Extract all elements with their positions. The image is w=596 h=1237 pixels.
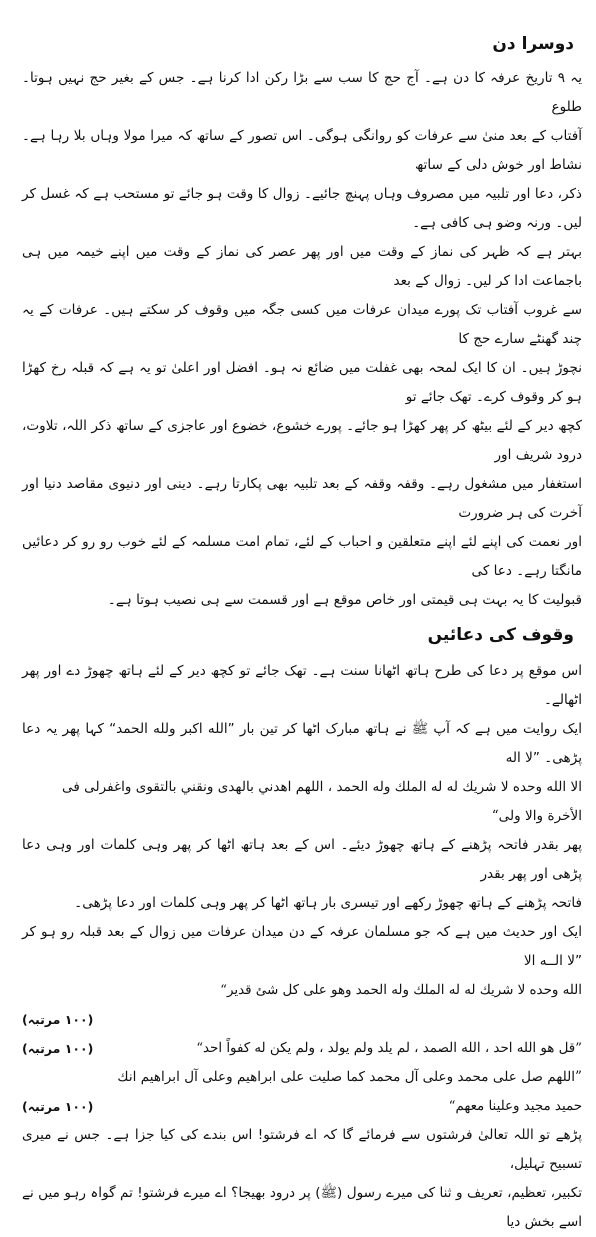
- text-line: ایک اور حدیث میں ہے کہ جو مسلمان عرفہ کے دن میدان عرفات میں زوال کے بعد قبلہ رو ہو کر ”لا الــه الا: [22, 924, 582, 969]
- text-line: نچوڑ ہیں۔ ان کا ایک لمحہ بھی غفلت میں ضائع نہ ہو۔ افضل اور اعلیٰ تو یہ ہے کہ قبلہ رخ کھڑا ہو کر وقوف کرے۔ تھک جائے تو: [22, 360, 582, 405]
- text-line: آفتاب کے بعد منیٰ سے عرفات کو روانگی ہوگی۔ اس تصور کے ساتھ کہ میرا مولا وہاں بلا رہا ہے۔ نشاط اور خوش دلی کے ساتھ: [22, 128, 582, 173]
- text-line: قبولیت کا یہ بہت ہی قیمتی اور خاص موقع ہے اور قسمت سے ہی نصیب ہوتا ہے۔: [107, 592, 582, 608]
- arabic-dua-line: الا الله وحده لا شريك له له الملك وله الحمد ، اللهم اهدني بالهدى ونقني بالتقوى واغفرلى فى: [62, 779, 582, 795]
- text-line: ایک روایت میں ہے کہ آپ ﷺ نے ہاتھ مبارک اٹھا کر تین بار ”الله اکبر ولله الحمد“ کہا پھر یہ دعا پڑھی۔ ”لا اله: [22, 721, 582, 766]
- text-line: سے غروب آفتاب تک پورے میدان عرفات میں کسی جگہ میں وقوف کر سکتے ہیں۔ عرفات کے یہ چند گھنٹے سارے حج کا: [22, 302, 582, 347]
- dua-with-count: [22, 976, 582, 1005]
- text-line: فاتحہ پڑھنے کے ہاتھ چھوڑ رکھے اور تیسری بار ہاتھ اٹھا کر پھر وہی کلمات اور دعا پڑھی۔: [74, 895, 582, 911]
- dua-with-count: [22, 1034, 582, 1063]
- intro-paragraph: [22, 64, 582, 615]
- text-line: اور نعمت کی اپنے لئے اپنے متعلقین و احباب کے لئے، تمام امت مسلمہ کے لئے خوب رو رو کر دعائیں مانگتا رہے۔ دعا کی: [22, 534, 582, 579]
- text-line: اس موقع پر دعا کی طرح ہاتھ اٹھانا سنت ہے۔ تھک جائے تو کچھ دیر کے لئے ہاتھ چھوڑ دے اور پھر اٹھالے۔: [22, 663, 582, 708]
- arabic-dua-line: ”اللهم صل على محمد وعلى آل محمد كما صليت على ابراهيم وعلى آل ابراهيم انك: [117, 1069, 582, 1085]
- dua-with-count: [22, 1092, 582, 1121]
- section-heading: وقوف کی دعائیں: [427, 625, 574, 645]
- repetition-count: (۱۰۰ مرتبہ): [22, 1012, 94, 1027]
- repetition-count: (۱۰۰ مرتبہ): [22, 1041, 94, 1056]
- text-line: پھر بقدر فاتحہ پڑھنے کے ہاتھ چھوڑ دیئے۔ اس کے بعد ہاتھ اٹھا کر پھر وہی کلمات اور وہی دعا پڑھی اور پھر بقدر: [22, 837, 582, 882]
- count-row: [22, 1005, 582, 1034]
- arabic-dua-line: حميد مجيد وعلينا معهم“: [448, 1099, 582, 1114]
- arabic-dua-line: ”قل هو الله احد ، الله الصمد ، لم يلد ولم يولد ، ولم يكن له كفواً احد“: [196, 1041, 582, 1056]
- day-title: دوسرا دن: [492, 34, 574, 54]
- text-line: ذکر، دعا اور تلبیہ میں مصروف وہاں پہنچ جائیے۔ زوال کا وقت ہو جائے تو مستحب ہے کہ غسل کر لیں۔ ورنہ وضو ہی کافی ہے۔: [22, 186, 582, 231]
- arabic-dua-line: الله وحده لا شريك له له الملك وله الحمد وهو على كل شئ قدير“: [220, 983, 582, 998]
- supplications-section: [22, 657, 582, 1237]
- text-line: بہتر ہے کہ ظہر کی نماز کے وقت میں اور پھر عصر کی نماز کے وقت میں اپنے خیمہ میں ہی باجماعت ادا کر لیں۔ زوال کے بعد: [22, 244, 582, 289]
- text-line: یہ ۹ تاریخ عرفہ کا دن ہے۔ آج حج کا سب سے بڑا رکن ادا کرنا ہے۔ جس کے بغیر حج نہیں ہوتا۔ طلوع: [22, 70, 582, 115]
- repetition-count: (۱۰۰ مرتبہ): [22, 1099, 94, 1114]
- text-line: تکبیر، تعظیم، تعریف و ثنا کی میرے رسول (ﷺ) پر درود بھیجا؟ اے میرے فرشتو! تم گواہ رہو میں نے اسے بخش دیا: [22, 1185, 582, 1230]
- text-line: کچھ دیر کے لئے بیٹھ کر پھر کھڑا ہو جائے۔ پورے خشوع، خضوع اور عاجزی کے ساتھ ذکر اللہ، تلاوت، درود شریف اور: [22, 418, 582, 463]
- text-line: پڑھے تو اللہ تعالیٰ فرشتوں سے فرمائے گا کہ اے فرشتو! اس بندے کی کیا جزا ہے۔ جس نے میری تسبیح تہلیل،: [22, 1127, 582, 1172]
- arabic-dua-line: الأخرة والا ولى“: [491, 808, 582, 824]
- text-line: استغفار میں مشغول رہے۔ وقفہ وقفہ کے بعد تلبیہ بھی پکارتا رہے۔ دینی اور دنیوی مقاصد دنیا اور آخرت کی ہر ضرورت: [22, 476, 582, 521]
